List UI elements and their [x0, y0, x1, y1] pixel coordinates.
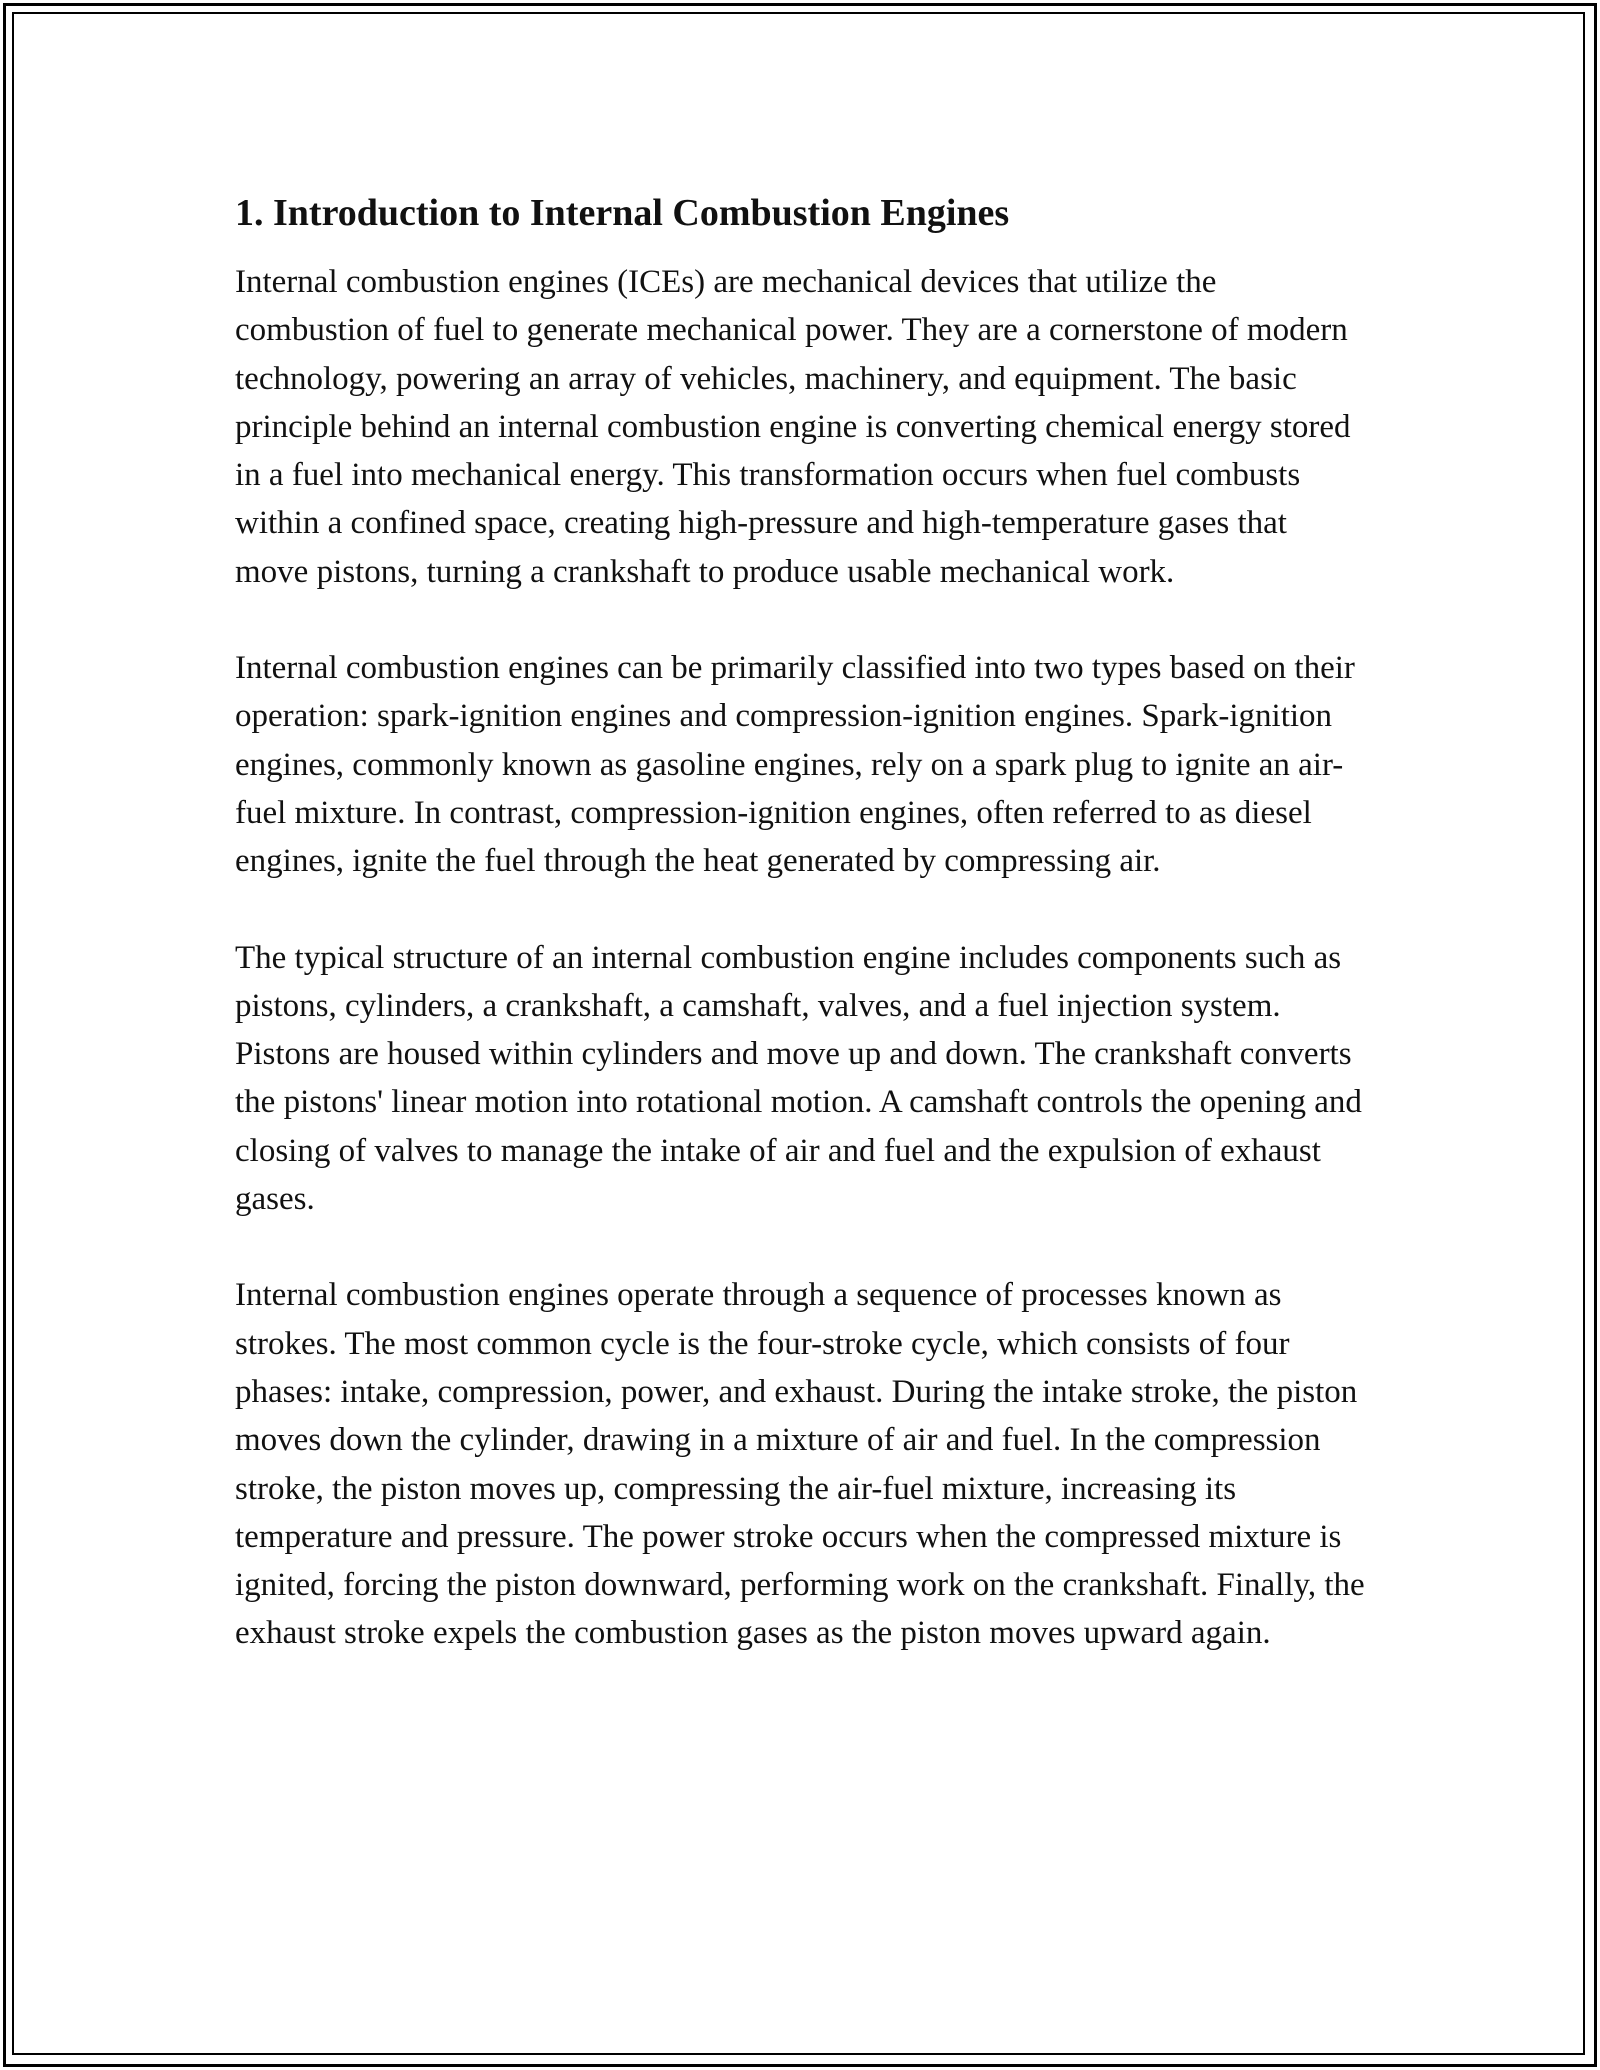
section-heading: 1. Introduction to Internal Combustion Engines	[235, 192, 1010, 234]
paragraph-strokes: Internal combustion engines operate through a sequence of processes known as strokes. The most common cycle is the four-stroke cycle, which consists of four phases: intake, compression, power, and exhaust. During the intake stroke, the piston moves down the cylinder, drawing in a mixture of air and fuel. In the compression stroke, the piston moves up, compressing the air-fuel mixture, increasing its temperature and pressure. The power stroke occurs when the compressed mixture is ignited, forcing the piston downward, performing work on the crankshaft. Finally, the exhaust stroke expels the combustion gases as the piston moves upward again.	[235, 1277, 1365, 1652]
paragraph-classification: Internal combustion engines can be primarily classified into two types based on their operation: spark-ignition engines and compression-ignition engines. Spark-ignition engines, commonly known as gasoline engines, rely on a spark plug to ignite an air-fuel mixture. In contrast, compression-ignition engines, often referred to as diesel engines, ignite the fuel through the heat generated by compressing air.	[235, 650, 1355, 880]
paragraph-introduction: Internal combustion engines (ICEs) are mechanical devices that utilize the combustion of fuel to generate mechanical power. They are a cornerstone of modern technology, powering an array of vehicles, machinery, and equipment. The basic principle behind an internal combustion engine is converting chemical energy stored in a fuel into mechanical energy. This transformation occurs when fuel combusts within a confined space, creating high-pressure and high-temperature gases that move pistons, turning a crankshaft to produce usable mechanical work.	[235, 264, 1351, 590]
paragraph-structure: The typical structure of an internal combustion engine includes components such as pistons, cylinders, a crankshaft, a camshaft, valves, and a fuel injection system. Pistons are housed within cylinders and move up and down. The crankshaft converts the pistons' linear motion into rotational motion. A camshaft controls the opening and closing of valves to manage the intake of air and fuel and the expulsion of exhaust gases.	[235, 939, 1362, 1218]
document-body	[235, 186, 1365, 1706]
